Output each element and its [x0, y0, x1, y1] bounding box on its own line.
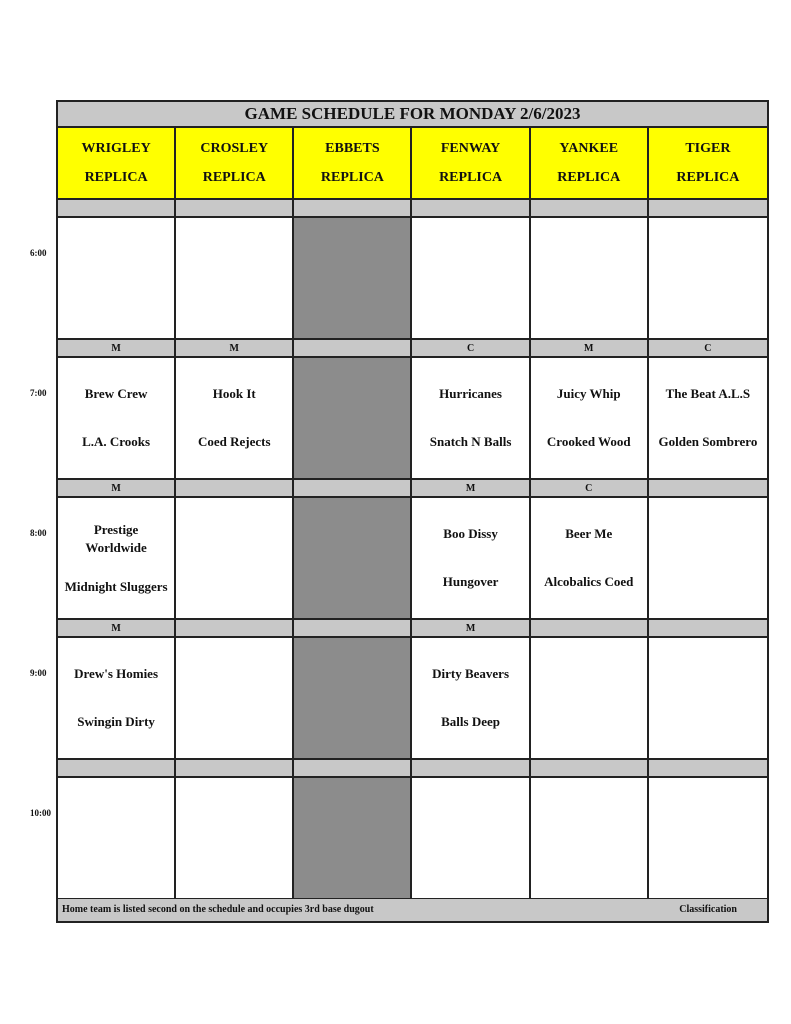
game-slot: [531, 638, 649, 760]
closed-field-slot: [294, 358, 412, 480]
field-type: REPLICA: [557, 169, 621, 185]
game-slot: [412, 358, 530, 480]
field-header: [294, 128, 412, 200]
classification-band: [294, 480, 412, 498]
home-team: Balls Deep: [441, 714, 500, 729]
classification-band: M: [58, 340, 176, 358]
home-team: Midnight Sluggers: [64, 578, 168, 594]
classification-label: Classification: [679, 904, 737, 915]
classification-band: [294, 760, 412, 778]
time-label: 6:00: [30, 248, 47, 258]
field-header: [412, 128, 530, 200]
field-name: EBBETS: [325, 140, 380, 156]
closed-field-slot: [294, 638, 412, 760]
home-team-note: Home team is listed second on the schedule and occupies 3rd base dugout: [62, 904, 374, 915]
game-slot: [176, 498, 294, 620]
footer-bar: [58, 899, 767, 921]
away-team: The Beat A.L.S: [665, 386, 751, 401]
classification-band: [531, 200, 649, 218]
game-slot: [58, 638, 176, 760]
classification-band: [531, 760, 649, 778]
closed-field-slot: [294, 498, 412, 620]
classification-band: [649, 620, 767, 638]
game-slot: [58, 778, 176, 900]
home-team: Crooked Wood: [546, 434, 631, 449]
game-slot: [176, 218, 294, 340]
classification-band: [649, 760, 767, 778]
classification-band: [294, 200, 412, 218]
closed-field-slot: [294, 218, 412, 340]
away-team: Drew's Homies: [74, 666, 159, 681]
game-slot: [649, 358, 767, 480]
away-team: Beer Me: [565, 526, 613, 541]
classification-band: M: [58, 620, 176, 638]
classification-band: [176, 480, 294, 498]
closed-field-slot: [294, 778, 412, 900]
away-team: Hook It: [212, 386, 256, 401]
home-team: Golden Sombrero: [658, 434, 758, 449]
field-type: REPLICA: [202, 169, 266, 185]
schedule-sheet: [56, 100, 769, 923]
field-type: REPLICA: [439, 169, 503, 185]
away-team: Hurricanes: [439, 386, 502, 401]
classification-band: [649, 200, 767, 218]
schedule-title: GAME SCHEDULE FOR MONDAY 2/6/2023: [58, 102, 767, 128]
field-name: WRIGLEY: [81, 140, 151, 156]
classification-band: [531, 620, 649, 638]
field-name: TIGER: [685, 140, 731, 156]
time-label: 8:00: [30, 528, 47, 538]
game-slot: [649, 218, 767, 340]
classification-band: M: [412, 620, 530, 638]
game-slot: [649, 498, 767, 620]
field-header: [58, 128, 176, 200]
field-type: REPLICA: [676, 169, 740, 185]
classification-band: [58, 760, 176, 778]
field-type: REPLICA: [84, 169, 148, 185]
game-slot: [176, 778, 294, 900]
field-header: [176, 128, 294, 200]
game-slot: [58, 358, 176, 480]
away-team: Dirty Beavers: [432, 666, 510, 681]
time-label: 9:00: [30, 668, 47, 678]
away-team: Prestige Worldwide: [85, 521, 147, 555]
classification-band: [58, 200, 176, 218]
classification-band: M: [412, 480, 530, 498]
classification-band: [176, 200, 294, 218]
away-team: Juicy Whip: [556, 386, 621, 401]
game-slot: [531, 358, 649, 480]
field-header: [649, 128, 767, 200]
away-team: Boo Dissy: [443, 526, 498, 541]
game-slot: [412, 218, 530, 340]
home-team: Hungover: [442, 574, 499, 589]
classification-band: [176, 620, 294, 638]
classification-band: [412, 760, 530, 778]
game-slot: [412, 498, 530, 620]
classification-band: [294, 620, 412, 638]
classification-band: [412, 200, 530, 218]
classification-band: [294, 340, 412, 358]
game-slot: [176, 638, 294, 760]
field-name: FENWAY: [440, 140, 501, 156]
classification-band: [649, 480, 767, 498]
home-team: Snatch N Balls: [429, 434, 512, 449]
game-slot: [531, 498, 649, 620]
classification-band: [176, 760, 294, 778]
time-label: 7:00: [30, 388, 47, 398]
classification-band: M: [58, 480, 176, 498]
game-slot: [412, 778, 530, 900]
game-slot: [649, 638, 767, 760]
away-team: Brew Crew: [84, 386, 148, 401]
classification-band: M: [531, 340, 649, 358]
classification-band: C: [649, 340, 767, 358]
game-slot: [412, 638, 530, 760]
schedule-grid: [58, 128, 767, 900]
game-slot: [649, 778, 767, 900]
game-slot: [58, 218, 176, 340]
home-team: Alcobalics Coed: [544, 574, 634, 589]
classification-band: C: [531, 480, 649, 498]
classification-band: C: [412, 340, 530, 358]
game-slot: [531, 778, 649, 900]
game-slot: [531, 218, 649, 340]
home-team: Coed Rejects: [197, 434, 271, 449]
home-team: Swingin Dirty: [77, 714, 155, 729]
game-slot: [58, 498, 176, 620]
field-name: CROSLEY: [200, 140, 269, 156]
classification-band: M: [176, 340, 294, 358]
field-name: YANKEE: [559, 140, 619, 156]
field-header: [531, 128, 649, 200]
field-type: REPLICA: [320, 169, 384, 185]
home-team: L.A. Crooks: [82, 434, 151, 449]
game-slot: [176, 358, 294, 480]
time-label: 10:00: [30, 808, 51, 818]
